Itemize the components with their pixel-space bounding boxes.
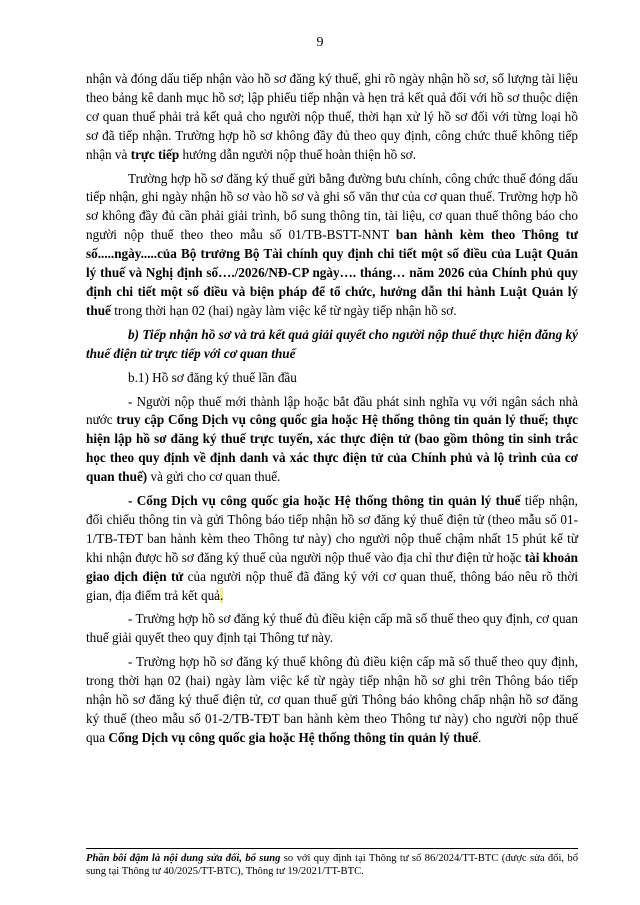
paragraph-intake-direct bbox=[86, 70, 578, 165]
text: trong thời hạn 02 (hai) ngày làm việc kể từ ngày tiếp nhận hồ sơ. bbox=[110, 302, 457, 318]
section-heading-b1: b.1) Hồ sơ đăng ký thuế lần đầu bbox=[128, 369, 297, 385]
bold-text: ban hành kèm theo Thông tư số.....ngày.....của Bộ trưởng Bộ Tài chính quy định chi tiết một số điều của Luật Quản lý thuế và Nghị định số…./2026/NĐ-CP ngày…. tháng… năm 2026 của Chính phủ quy định chi tiết một số điều và biện pháp để tổ chức, hướng dẫn thi hành Luật Quản lý thuế bbox=[86, 227, 578, 318]
section-heading-b: b) Tiếp nhận hồ sơ và trả kết quả giải quyết cho người nộp thuế thực hiện đăng ký thuế điện tử trực tiếp với cơ quan thuế bbox=[86, 326, 578, 361]
bold-text: truy cập Cổng Dịch vụ công quốc gia hoặc Hệ thống thông tin quản lý thuế; thực hiện lập hồ sơ đăng ký thuế trực tuyến, xác thực điện tử (bao gồm thông tin sinh trắc học theo quy định về định danh và xác thực điện tử của Chính phủ và lộ trình của cơ quan thuế) bbox=[86, 412, 578, 485]
bold-text: Cổng Dịch vụ công quốc gia hoặc Hệ thống thông tin quản lý thuế bbox=[108, 729, 479, 745]
text: . bbox=[478, 729, 482, 745]
bold-text: tài khoản giao dịch điện tử bbox=[86, 549, 578, 584]
text: và gửi cho cơ quan thuế. bbox=[147, 469, 281, 485]
highlighted-text: . bbox=[220, 587, 224, 603]
text: nhận và đóng dấu tiếp nhận vào hồ sơ đăng ký thuế, ghi rõ ngày nhận hồ sơ, số lượng tài liệu theo bảng kê danh mục hồ sơ; lập phiếu tiếp nhận và hẹn trả kết quả đối với hồ sơ thuộc diện cơ quan thuế phải trả kết quả cho người nộp thuế, thời hạn xử lý hồ sơ đối với từng loại hồ sơ đã tiếp nhận. Trường hợp hồ sơ không đầy đủ theo quy định, công chức thuế không tiếp nhận và bbox=[86, 71, 578, 162]
footnote-text: so với quy định tại Thông tư số 86/2024/TT-BTC (được sửa đổi, bổ sung tại Thông tư 40/2025/TT-BTC), Thông tư 19/2021/TT-BTC. bbox=[86, 853, 578, 877]
text: của người nộp thuế đã đăng ký với cơ quan thuế, thông báo nêu rõ thời gian, địa điểm trả kết quả bbox=[86, 568, 578, 603]
text: - Người nộp thuế mới thành lập hoặc bắt đầu phát sinh nghĩa vụ với ngân sách nhà nước bbox=[86, 393, 578, 428]
bold-text: trực tiếp bbox=[130, 146, 180, 162]
page-number: 9 bbox=[316, 35, 324, 50]
footnote-bold: Phần bôi đậm là nội dung sửa đổi, bổ sung bbox=[86, 853, 281, 864]
bold-text: - Cổng Dịch vụ công quốc gia hoặc Hệ thống thông tin quản lý thuế bbox=[128, 493, 521, 509]
text: - Trường hợp hồ sơ đăng ký thuế không đủ điều kiện cấp mã số thuế theo quy định, trong thời hạn 02 (hai) ngày làm việc kể từ ngày tiếp nhận hồ sơ ghi trên Thông báo tiếp nhận hồ sơ đăng ký thuế điện tử, cơ quan thuế gửi Thông báo không chấp nhận hồ sơ đăng ký thuế (theo mẫu số 01-2/TB-TĐT ban hành kèm theo Thông tư này) cho người nộp thuế qua bbox=[86, 654, 578, 745]
text: tiếp nhận, đối chiếu thông tin và gửi Thông báo tiếp nhận hồ sơ đăng ký thuế điện tử (theo mẫu số 01-1/TB-TĐT ban hành kèm theo Thông tư này) cho người nộp thuế chậm nhất 15 phút kể từ khi nhận được hồ sơ đăng ký thuế của người nộp thuế vào địa chỉ thư điện tử hoặc bbox=[86, 493, 578, 565]
paragraph-not-eligible bbox=[86, 653, 578, 748]
text: Trường hợp hồ sơ đăng ký thuế gửi bằng đường bưu chính, công chức thuế đóng dấu tiếp nhận, ghi ngày nhận hồ sơ vào hồ sơ và ghi sổ văn thư của cơ quan thuế. Trường hợp hồ sơ không đầy đủ cần phải giải trình, bổ sung thông tin, tài liệu, cơ quan thuế thông báo cho người nộp thuế theo theo mẫu số 01/TB-BSTT-NNT bbox=[86, 170, 578, 243]
paragraph-postal bbox=[86, 170, 578, 321]
paragraph-eligible: - Trường hợp hồ sơ đăng ký thuế đủ điều kiện cấp mã số thuế theo quy định, cơ quan thuế giải quyết theo quy định tại Thông tư này. bbox=[86, 611, 578, 646]
paragraph-online-submission bbox=[86, 393, 578, 488]
paragraph-portal-receipt bbox=[86, 492, 578, 605]
text: hướng dẫn người nộp thuế hoàn thiện hồ sơ. bbox=[179, 146, 416, 162]
document-body bbox=[86, 70, 578, 753]
footnote bbox=[86, 848, 578, 878]
